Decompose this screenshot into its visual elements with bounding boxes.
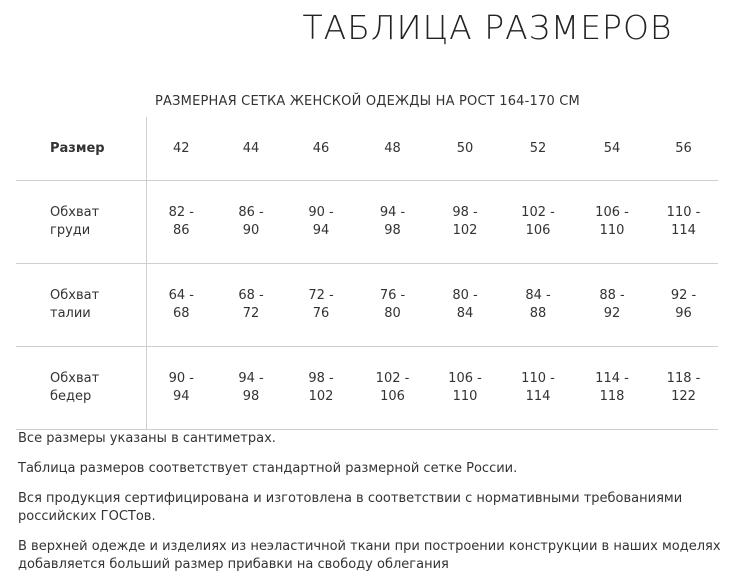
table-cell: 118 - 122 [649,347,718,430]
size-column-header: 54 [603,140,621,156]
table-cell: 106 - 110 [575,181,649,264]
table-cell: 84 - 88 [501,264,575,347]
table-cell: 90 - 94 [286,181,356,264]
size-column-header: 56 [675,140,692,156]
row-label: Обхват талии [16,264,146,347]
size-column-header: 52 [529,140,547,156]
table-cell: 64 - 68 [146,264,216,347]
size-column-header: 46 [312,140,330,156]
table-row-hips [16,347,718,430]
note-paragraph: Вся продукция сертифицирована и изготовлена в соответствии с нормативными требованиями российских ГОСТов. [18,491,683,524]
table-cell: 98 - 102 [429,181,501,264]
table-cell: 88 - 92 [575,264,649,347]
table-subtitle: РАЗМЕРНАЯ СЕТКА ЖЕНСКОЙ ОДЕЖДЫ НА РОСТ 164-170 СМ [155,94,580,109]
table-cell: 110 - 114 [501,347,575,430]
size-column-header: 48 [384,140,401,156]
table-cell: 80 - 84 [429,264,501,347]
page-title: ТАБЛИЦА РАЗМЕРОВ [302,8,673,47]
size-row-label: Размер [16,117,146,181]
table-cell: 76 - 80 [356,264,429,347]
note-paragraph: В верхней одежде и изделиях из неэластичной ткани при построении конструкции в наших моделях добавляется больший размер прибавки на свободу облегания [18,539,721,572]
table-cell: 90 - 94 [146,347,216,430]
size-column-header: 50 [456,140,474,156]
size-table [16,117,718,430]
table-cell: 94 - 98 [356,181,429,264]
table-cell: 82 - 86 [146,181,216,264]
table-cell: 106 - 110 [429,347,501,430]
table-cell: 94 - 98 [216,347,286,430]
table-cell: 102 - 106 [501,181,575,264]
size-column-header: 42 [172,140,190,156]
row-label: Обхват бедер [16,347,146,430]
note-paragraph: Все размеры указаны в сантиметрах. [18,431,276,446]
size-column-header: 44 [242,140,260,156]
notes [18,430,738,586]
row-label: Обхват груди [16,181,146,264]
table-cell: 86 - 90 [216,181,286,264]
table-cell: 72 - 76 [286,264,356,347]
table-cell: 98 - 102 [286,347,356,430]
table-cell: 68 - 72 [216,264,286,347]
table-cell: 102 - 106 [356,347,429,430]
table-row-chest [16,181,718,264]
table-cell: 114 - 118 [575,347,649,430]
table-row-waist [16,264,718,347]
size-header-row [16,117,718,181]
table-cell: 110 - 114 [649,181,718,264]
table-cell: 92 - 96 [649,264,718,347]
note-paragraph: Таблица размеров соответствует стандартной размерной сетке России. [18,461,518,476]
